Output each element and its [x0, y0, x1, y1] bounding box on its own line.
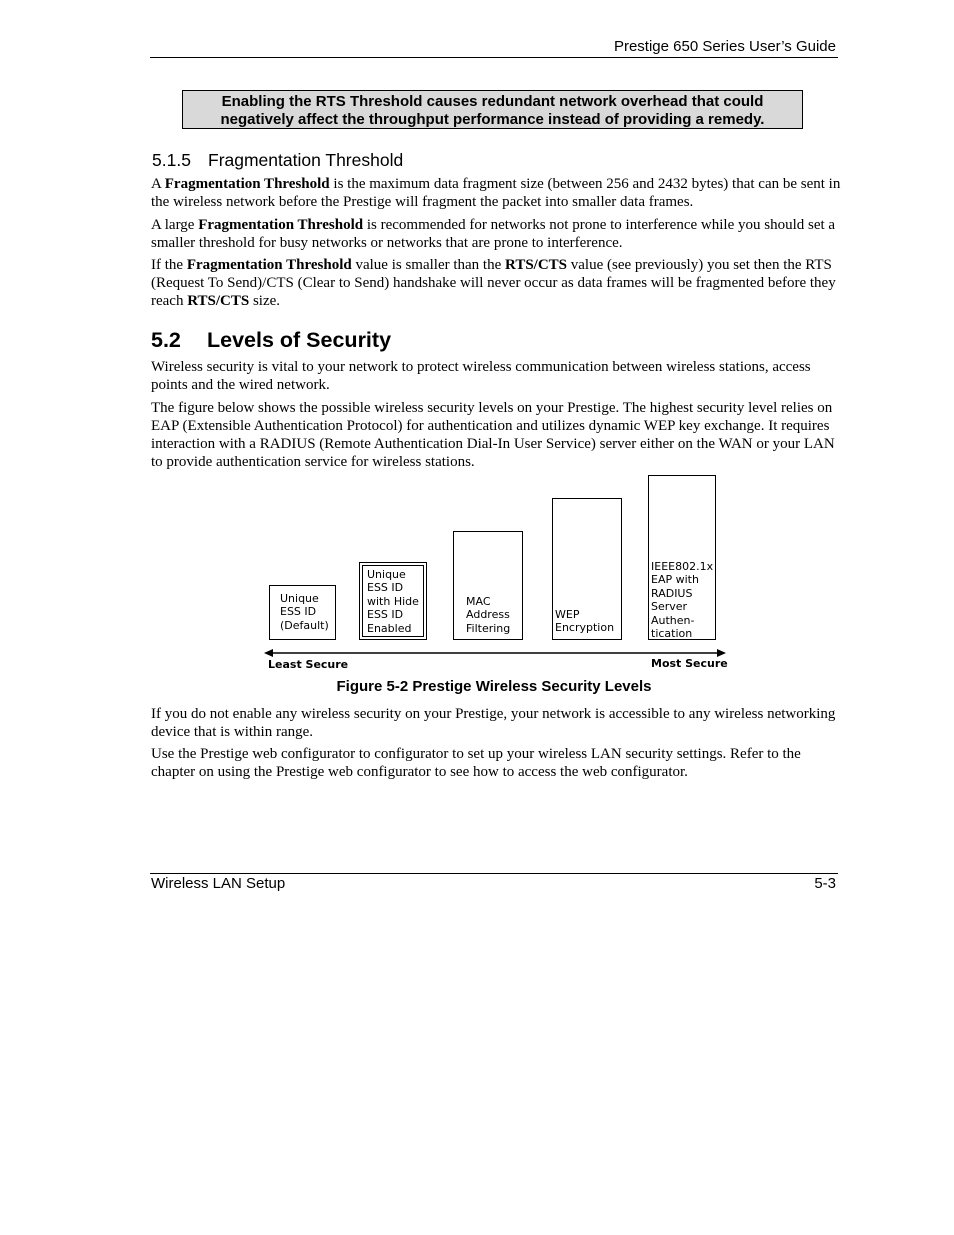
term-fragmentation-threshold: Fragmentation Threshold [186, 257, 352, 273]
term-rts-cts: RTS/CTS [187, 293, 250, 309]
most-secure-label: Most Secure [651, 657, 728, 670]
level-label: WEP Encryption [555, 608, 615, 635]
level-box-ieee8021x-radius [648, 475, 716, 640]
closing-paragraph-2: Use the Prestige web configurator to configurator to set up your wireless LAN security settings. Refer to the chapter on using the Prestige web configurator to see how to access the web configurator. [151, 746, 801, 780]
note-line-2: negatively affect the throughput performance instead of providing a remedy. [220, 111, 765, 128]
section-number: 5.1.5 [152, 150, 191, 170]
footer-rule [150, 873, 838, 874]
level-label: IEEE802.1x EAP with RADIUS Server Authen- tication [651, 560, 714, 641]
level-box-wep-encryption [552, 498, 622, 640]
level-box-hidden-ess-id [359, 562, 427, 640]
level-box-mac-filtering [453, 531, 523, 640]
term-fragmentation-threshold: Fragmentation Threshold [164, 176, 330, 192]
fragmentation-paragraph-3: If the Fragmentation Threshold value is smaller than the RTS/CTS value (see previously) you set then the RTS (Request To Send)/CTS (Clear to Send) handshake will never occur as data frames will be fragmented before they reach RTS/CTS size. [151, 257, 836, 309]
least-secure-label: Least Secure [268, 658, 349, 671]
fragmentation-paragraph-1: A Fragmentation Threshold is the maximum data fragment size (between 256 and 2432 bytes) that can be sent in the wireless network before the Prestige will fragment the packet into smaller data frames. [151, 176, 841, 210]
level-label: Unique ESS ID (Default) [280, 592, 329, 632]
closing-paragraph-1: If you do not enable any wireless security on your Prestige, your network is accessible to any wireless networking device that is within range. [151, 706, 836, 740]
footer-chapter-title: Wireless LAN Setup [151, 875, 286, 892]
note-line-1: Enabling the RTS Threshold causes redundant network overhead that could [221, 93, 764, 110]
fragmentation-paragraph-2: A large Fragmentation Threshold is recommended for networks not prone to interference while you should set a smaller threshold for busy networks or networks that are prone to interference. [151, 217, 836, 251]
running-header-title: Prestige 650 Series User’s Guide [613, 38, 836, 55]
footer-page-number: 5-3 [814, 875, 836, 892]
section-title: Fragmentation Threshold [208, 150, 404, 170]
term-rts-cts: RTS/CTS [505, 257, 568, 273]
level-box-unique-ess-id [269, 585, 336, 640]
level-label: MAC Address Filtering [466, 595, 511, 635]
security-paragraph-2: The figure below shows the possible wireless security levels on your Prestige. The highest security level relies on EAP (Extensible Authentication Protocol) for authentication and utilizes dynamic WEP key exchange. It requires interaction with a RADIUS (Remote Authentication Dial-In User Service) server either on the WAN or your LAN to provide authentication service for wireless stations. [151, 400, 835, 470]
security-paragraph-1: Wireless security is vital to your network to protect wireless communication between wireless stations, access points and the wired network. [151, 359, 811, 393]
term-fragmentation-threshold: Fragmentation Threshold [198, 217, 364, 233]
level-label: Unique ESS ID with Hide ESS ID Enabled [367, 568, 419, 635]
section-title: Levels of Security [207, 328, 392, 352]
section-number: 5.2 [151, 328, 181, 352]
figure-caption: Figure 5-2 Prestige Wireless Security Levels [336, 678, 652, 695]
